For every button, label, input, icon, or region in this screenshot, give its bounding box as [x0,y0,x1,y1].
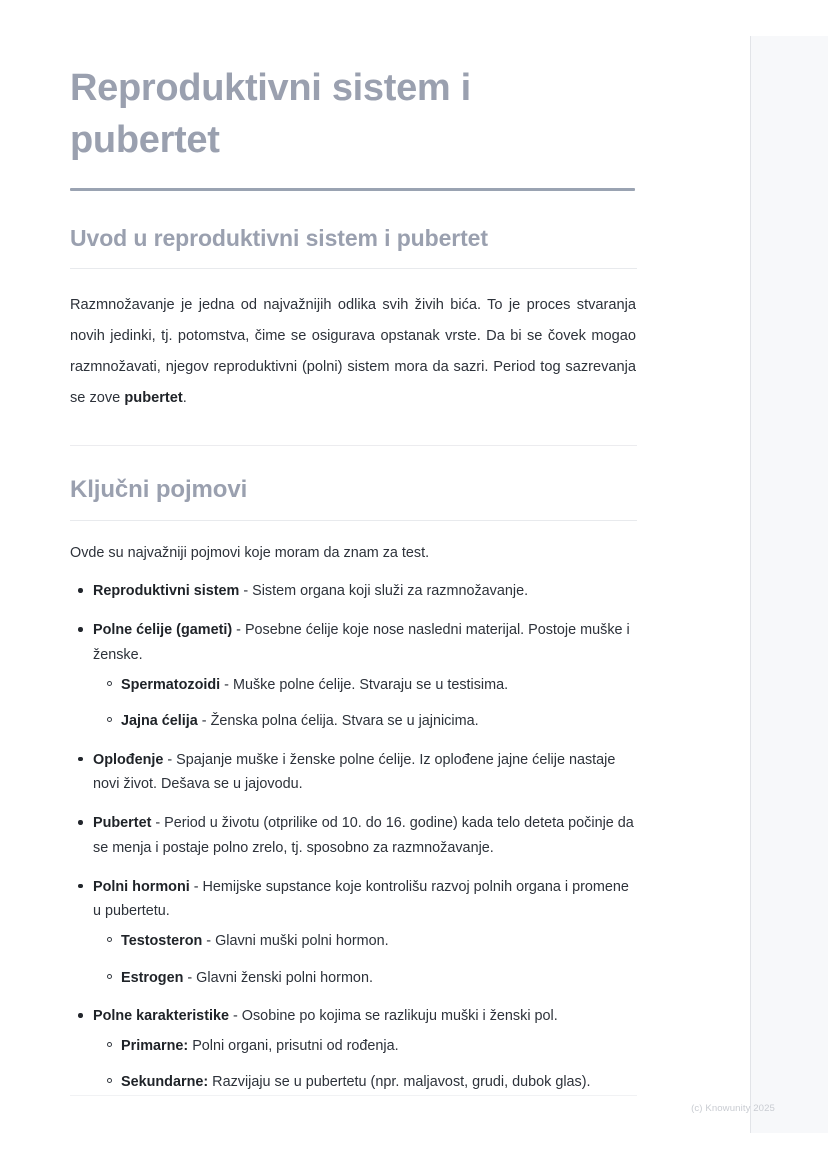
sub-term-list [93,1034,640,1095]
term-label: Polne ćelije (gameti) [93,622,233,639]
circle-bullet-icon [107,1078,112,1083]
intro-text-part-1: Razmnožavanje je jedna od najvažnijih odlika svih živih bića. To je proces stvaranja novih jedinki, tj. potomstva, čime se osigurava opstanak vrste. Da bi se čovek mogao razmnožavati, njegov reproduktivni (polni) sistem mora da sazri. Period tog sazrevanja se zove [70,296,636,406]
term-description: Razvijaju se u pubertetu (npr. maljavost, grudi, dubok glas). [212,1074,591,1091]
section-heading-intro: Uvod u reproduktivni sistem i pubertet [70,224,488,251]
copyright-note: (c) Knowunity 2025 [691,1103,775,1114]
intro-paragraph [70,269,636,414]
list-item [70,618,640,734]
list-item [70,811,640,861]
term-separator: - [220,676,233,693]
circle-bullet-icon [107,717,112,722]
key-terms-lead: Ovde su najvažniji pojmovi koje moram da znam za test. [70,544,430,561]
disc-bullet-icon [78,884,83,889]
circle-bullet-icon [107,681,112,686]
term-label: Oplođenje [93,751,164,768]
list-item-sub [93,929,640,953]
term-separator: - [197,713,211,730]
list-item [70,875,640,991]
term-label: Pubertet [93,815,152,832]
disc-bullet-icon [78,588,83,593]
list-item-sub [93,1070,640,1094]
key-terms-list [70,565,640,1095]
list-item [70,748,640,798]
list-item-sub [93,673,640,697]
disc-bullet-icon [78,627,83,632]
term-description: Period u životu (otprilike od 10. do 16. godine) kada telo deteta počinje da se menja i postaje polno zrelo, tj. sposobno za razmnožavanje. [93,815,634,856]
intro-text-bold: pubertet [124,389,183,406]
term-label: Primarne: [121,1037,189,1054]
page-title: Reproduktivni sistem i pubertet [70,67,471,162]
list-item-sub [93,966,640,990]
term-label: Jajna ćelija [121,713,198,730]
intro-text-part-2: . [182,389,187,406]
term-label: Testosteron [121,933,203,950]
right-side-panel [750,36,828,1133]
disc-bullet-icon [78,757,83,762]
term-separator: - [239,583,253,600]
section-heading-key-terms: Ključni pojmovi [70,475,248,503]
sub-term-list [93,929,640,990]
term-label: Polne karakteristike [93,1008,229,1025]
term-label: Estrogen [121,969,184,986]
circle-bullet-icon [107,974,112,979]
footer-divider [70,1095,637,1096]
circle-bullet-icon [107,937,112,942]
disc-bullet-icon [78,1013,83,1018]
term-label: Polni hormoni [93,878,190,895]
term-description: Osobine po kojima se razlikuju muški i ženski pol. [241,1008,558,1025]
term-description: Sistem organa koji služi za razmnožavanje. [252,583,529,600]
term-separator: - [163,751,177,768]
list-item [70,1004,640,1095]
term-description: Ženska polna ćelija. Stvara se u jajnicima. [210,713,479,730]
term-label: Reproduktivni sistem [93,583,240,600]
term-separator: - [189,878,203,895]
list-item [70,579,640,604]
list-item-sub [93,709,640,733]
list-item-sub [93,1034,640,1058]
term-description: Polni organi, prisutni od rođenja. [192,1037,399,1054]
term-separator: - [229,1008,242,1025]
term-separator: - [202,933,216,950]
term-separator: - [183,969,197,986]
circle-bullet-icon [107,1042,112,1047]
term-description: Glavni ženski polni hormon. [196,969,373,986]
term-description: Hemijske supstance koje kontrolišu razvoj polnih organa i promene u pubertetu. [93,878,629,920]
term-separator: - [232,622,245,639]
disc-bullet-icon [78,820,83,825]
term-description: Posebne ćelije koje nose nasledni materijal. Postoje muške i ženske. [93,622,630,663]
term-label: Sekundarne: [121,1074,209,1091]
term-description: Muške polne ćelije. Stvaraju se u testisima. [232,676,509,693]
term-description: Glavni muški polni hormon. [215,933,389,950]
term-label: Spermatozoidi [121,676,221,693]
term-separator: - [151,815,165,832]
sub-term-list [93,673,640,734]
term-description: Spajanje muške i ženske polne ćelije. Iz oplođene jajne ćelije nastaje novi život. Dešava se u jajovodu. [93,751,616,793]
